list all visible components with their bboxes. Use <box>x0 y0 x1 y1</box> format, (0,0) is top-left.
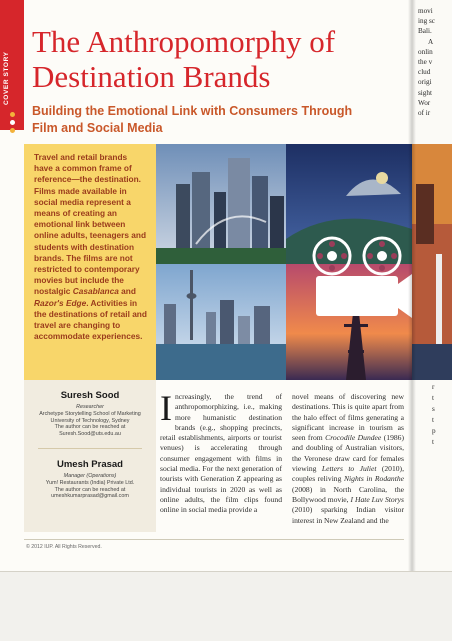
author-contact-note: The author can be reached at <box>54 486 126 493</box>
author-contact-note: The author can be reached at <box>54 424 126 431</box>
author-role: Manager (Operations) <box>63 472 117 479</box>
blank-scan-area <box>0 571 452 641</box>
author-name: Umesh Prasad <box>56 458 123 470</box>
footer-rule <box>24 539 404 540</box>
spine-dots <box>8 112 16 136</box>
article-title: The Anthropomorphy of Destination Brands <box>32 24 336 94</box>
page-gutter-shadow <box>408 0 416 571</box>
collage-illustration <box>156 144 412 380</box>
author-box <box>24 380 156 532</box>
article-subtitle: Building the Emotional Link with Consumers Through Film and Social Media <box>32 104 353 135</box>
facing-page-photo <box>412 144 452 380</box>
author-name: Suresh Sood <box>60 390 120 401</box>
author-card <box>24 390 156 438</box>
author-card <box>24 459 156 500</box>
facing-page-text: movi ing sc Bali. A onlin the v clud origi sight Wor of ir <box>418 7 435 118</box>
spine-dot <box>10 120 15 125</box>
spine-dot <box>10 112 15 117</box>
pull-quote-box <box>24 144 156 380</box>
facing-page-image <box>412 144 452 380</box>
drop-cap: I <box>160 388 172 428</box>
author-divider <box>38 448 142 449</box>
author-affiliation: Archetype Storytelling School of Marketing <box>39 410 141 417</box>
author-role: Researcher <box>76 404 104 410</box>
facing-page-lower-text: r t s t p t <box>432 383 436 446</box>
author-email[interactable]: umeshkumarprasad@gmail.com <box>51 493 129 500</box>
section-spine <box>0 0 24 130</box>
spine-dot <box>10 128 15 133</box>
body-text: ncreasingly, the trend of anthropomorphizing, i.e., making more humanistic destination brands (e.g., shopping precincts, retail establishments, airports or tourist venues) is accelerating through consumer engagement with films in social media. For the next generation of tourists with Generation Z appearing as individual tourists in 2020 as well as online adults, the film clips found online in social media provide a <box>160 392 282 515</box>
author-affiliation: Yum! Restaurants (India) Private Ltd. <box>45 479 135 486</box>
destination-collage-image <box>156 144 412 380</box>
copyright-notice: © 2012 IUP. All Rights Reserved. <box>26 544 102 550</box>
author-email[interactable]: Suresh.Sood@uts.edu.au <box>59 431 121 438</box>
author-affiliation: University of Technology, Sydney <box>50 417 130 424</box>
pull-quote: Travel and retail brands have a common frame of reference—the destination. Films made available in social media represent a means of creating an emotional link between online adults, teenagers and students with destination brands. The films are not restricted to contemporary movies but include the nostalgic Casablanca and Razor's Edge. Activities in the destinations of retail and travel are changing to accommodate experiences. <box>34 152 147 342</box>
body-column-2: novel means of discovering new destinations. This is quite apart from the halo effect of films generating a significant increase in tourism as seen from Crocodile Dundee (1986) and doubling of Australian visitors, the Veronese draw card for females viewing Letters to Juliet (2010), couples reliving Nights in Rodanthe (2008) in North Carolina, the Bollywood movie, I Hate Luv Storys (2010) sparking Indian visitor interest in New Zealand and the <box>292 392 404 525</box>
body-column-1 <box>160 388 282 516</box>
section-label: COVER STORY <box>3 51 10 105</box>
facing-page <box>412 0 452 571</box>
